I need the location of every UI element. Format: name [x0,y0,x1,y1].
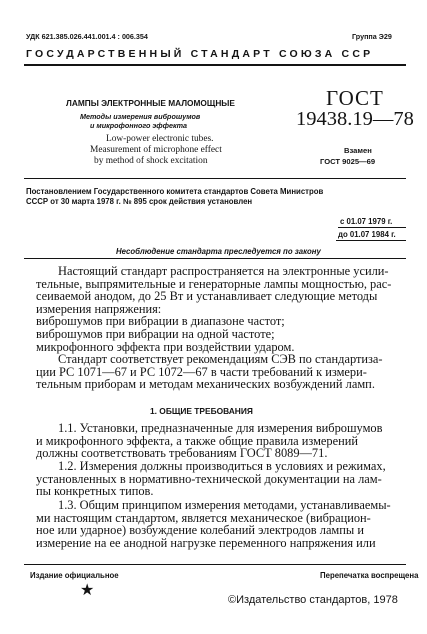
method-item: виброшумов при вибрации в диапазоне частот; [36,314,285,329]
decree-line-1: Постановлением Государственного комитета стандартов Совета Министров [26,187,324,196]
method-item: микрофонного эффекта при воздействии ударом. [36,339,295,354]
clause-line: и микрофонного эффекта, а также общие правила измерений [36,433,359,448]
legal-warning: Несоблюдение стандарта преследуется по закону [116,247,321,256]
title-divider [24,178,406,179]
cmea-line: ции РС 1071—67 и РС 1072—67 в части требований к измери- [36,364,367,379]
methods-title-line-2: и микрофонного эффекта [90,121,188,130]
clause-line: ное или ударное) возбуждение колебаний электродов лампы и [36,523,364,538]
state-standard-heading: ГОСУДАРСТВЕННЫЙ СТАНДАРТ СОЮЗА ССР [26,48,374,60]
header-divider [24,64,406,66]
intro-line: Настоящий стандарт распространяется на электронные усили- [58,264,389,278]
clause-line: ми настоящим стандартом, является механическое (вибрацион- [36,510,371,525]
clause-line: 1.3. Общим принципом измерения методами, устанавливаемы- [58,498,391,512]
cmea-line: тельным приборам и методам механических возбуждений ламп. [36,377,375,392]
clause-1-2 [36,460,386,498]
decree-divider [24,258,406,259]
clause-1-1 [36,422,382,460]
clause-1-3 [36,499,391,549]
english-title-line-2: Measurement of microphone effect [90,145,222,155]
intro-paragraph [36,265,391,391]
official-edition: Издание официальное [30,571,119,580]
document-title: ЛАМПЫ ЭЛЕКТРОННЫЕ МАЛОМОЩНЫЕ [66,98,235,108]
methods-title-line-1: Методы измерения виброшумов [80,112,201,121]
clause-line: установленных в нормативно-технической документации на лам- [36,471,382,486]
reprint-notice: Перепечатка воспрещена [320,571,419,580]
replaces-standard: ГОСТ 9025—69 [320,157,376,166]
section-heading: 1. ОБЩИЕ ТРЕБОВАНИЯ [150,406,253,416]
method-item: виброшумов при вибрации на одной частоте; [36,326,275,341]
validity-to-underline [336,240,406,241]
group-code: Группа Э29 [352,32,392,41]
footer-divider [24,564,406,565]
replaces-label: Взамен [344,146,372,155]
english-title-line-3: by method of shock excitation [94,156,208,166]
decree-line-2: СССР от 30 марта 1978 г. № 895 срок действия установлен [26,197,253,206]
gost-number: 19438.19—78 [296,108,414,130]
validity-from-underline [338,227,406,228]
intro-line: тельные, выпрямительные и генераторные лампы мощностью, рас- [36,276,392,291]
intro-line: сеиваемой анодом, до 25 Вт и устанавливает следующие методы [36,289,378,304]
clause-line: измерение на ее анодной нагрузке переменного напряжения или [36,535,376,550]
clause-line: 1.2. Измерения должны производиться в условиях и режимах, [58,459,386,473]
clause-line: должны соответствовать требованиям ГОСТ 8089—71. [36,446,328,461]
english-title-line-1: Low-power electronic tubes. [106,134,214,144]
clause-line: пы конкретных типов. [36,484,154,499]
validity-to: до 01.07 1984 г. [338,230,396,239]
udk-code: УДК 621.385.026.441.001.4 : 006.354 [26,32,148,41]
validity-from: с 01.07 1979 г. [340,217,393,226]
gost-label: ГОСТ [326,86,384,110]
intro-line: измерения напряжения: [36,301,162,316]
copyright: ©Издательство стандартов, 1978 [228,594,398,606]
cmea-line: Стандарт соответствует рекомендациям СЭВ по стандартиза- [58,352,383,367]
clause-line: 1.1. Установки, предназначенные для измерения виброшумов [58,421,383,435]
star-icon: ★ [80,582,95,599]
